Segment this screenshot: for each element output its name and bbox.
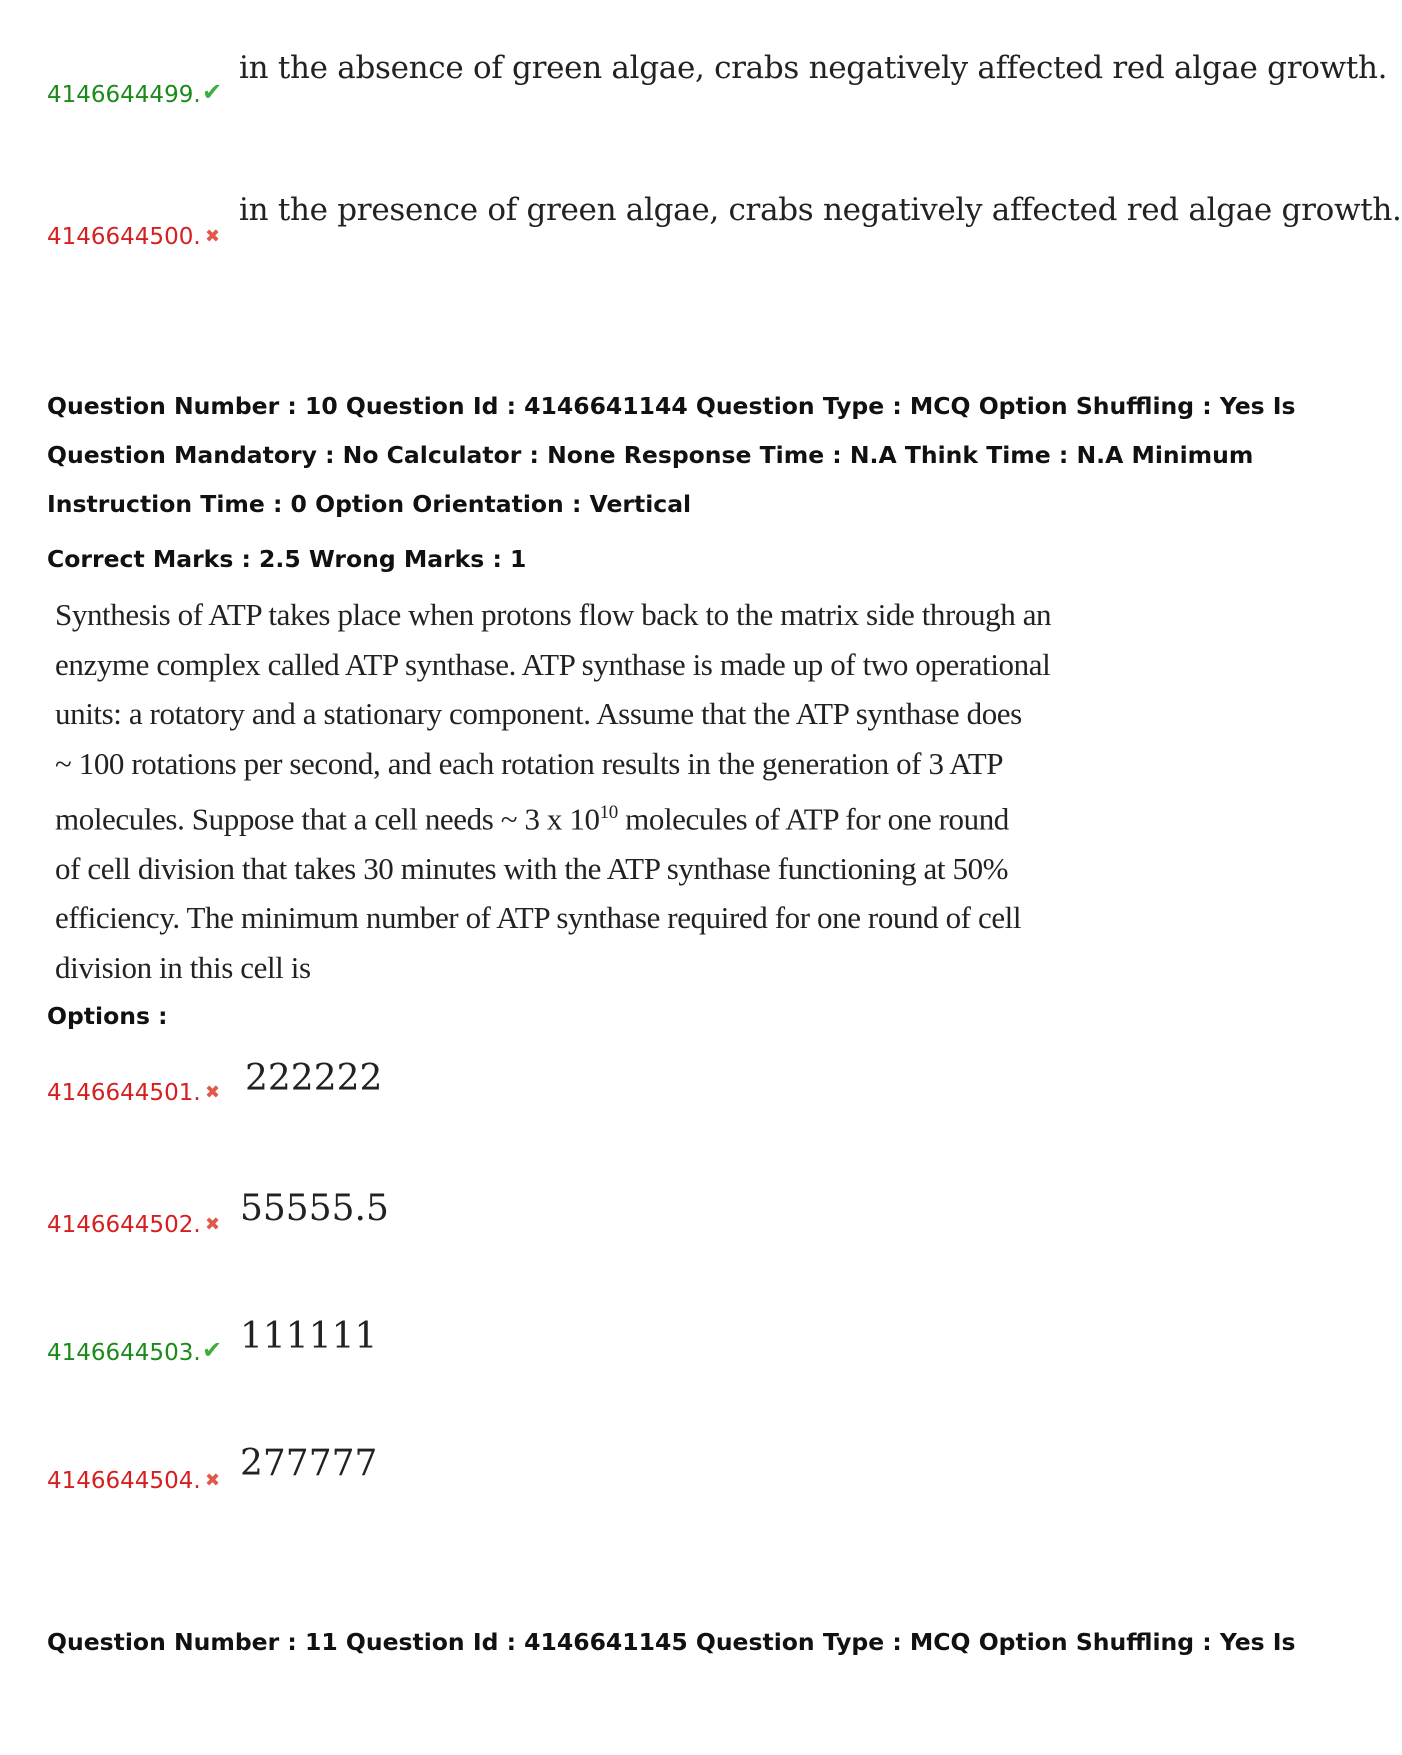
option-value: 111111 xyxy=(240,1316,378,1357)
question-line: of cell division that takes 30 minutes with the ATP synthase functioning at 50% xyxy=(55,850,1009,886)
option-id: 4146644499. xyxy=(47,82,201,108)
check-icon: ✔ xyxy=(202,1336,223,1364)
option-id: 4146644503. xyxy=(47,1340,201,1366)
question-line xyxy=(55,788,1009,844)
option-text: in the presence of green algae, crabs negatively affected red algae growth. xyxy=(239,192,1402,228)
marks-info: Correct Marks : 2.5 Wrong Marks : 1 xyxy=(47,545,527,573)
option-value: 277777 xyxy=(240,1443,378,1484)
question-meta xyxy=(47,382,1296,529)
meta-line: Question Number : 11 Question Id : 4146641145 Question Type : MCQ Option Shuffling : Yes Is xyxy=(47,1628,1296,1656)
meta-line: Question Mandatory : No Calculator : None Response Time : N.A Think Time : N.A Minimum xyxy=(47,441,1254,469)
question-line: ~ 100 rotations per second, and each rotation results in the generation of 3 ATP xyxy=(55,745,1004,781)
option-value: 55555.5 xyxy=(240,1188,389,1229)
exponent: 10 xyxy=(599,802,618,823)
question-line: efficiency. The minimum number of ATP synthase required for one round of cell xyxy=(55,900,1022,936)
cross-icon: ✖ xyxy=(205,226,221,247)
meta-line: Question Number : 10 Question Id : 4146641144 Question Type : MCQ Option Shuffling : Yes Is xyxy=(47,392,1296,420)
option-id: 4146644501. xyxy=(47,1080,201,1106)
meta-line: Instruction Time : 0 Option Orientation : Vertical xyxy=(47,490,692,518)
option-id: 4146644500. xyxy=(47,224,201,250)
cross-icon: ✖ xyxy=(205,1082,221,1103)
option-id: 4146644502. xyxy=(47,1212,201,1238)
question-line: division in this cell is xyxy=(55,949,311,985)
question-line: units: a rotatory and a stationary component. Assume that the ATP synthase does xyxy=(55,696,1022,731)
question-line: Synthesis of ATP takes place when protons flow back to the matrix side through an xyxy=(55,597,1052,632)
question-meta xyxy=(47,1618,1296,1667)
option-id: 4146644504. xyxy=(47,1468,201,1494)
question-text xyxy=(55,590,1052,992)
option-text: in the absence of green algae, crabs negatively affected red algae growth. xyxy=(239,50,1388,86)
question-line: enzyme complex called ATP synthase. ATP synthase is made up of two operational xyxy=(55,646,1051,682)
question-line-tail: molecules of ATP for one round xyxy=(617,801,1009,837)
cross-icon: ✖ xyxy=(205,1214,221,1235)
options-label: Options : xyxy=(47,1002,168,1030)
cross-icon: ✖ xyxy=(205,1470,221,1491)
option-value: 222222 xyxy=(245,1058,383,1099)
check-icon: ✔ xyxy=(202,78,223,106)
question-line-head: molecules. Suppose that a cell needs ~ 3 x 10 xyxy=(55,801,600,837)
